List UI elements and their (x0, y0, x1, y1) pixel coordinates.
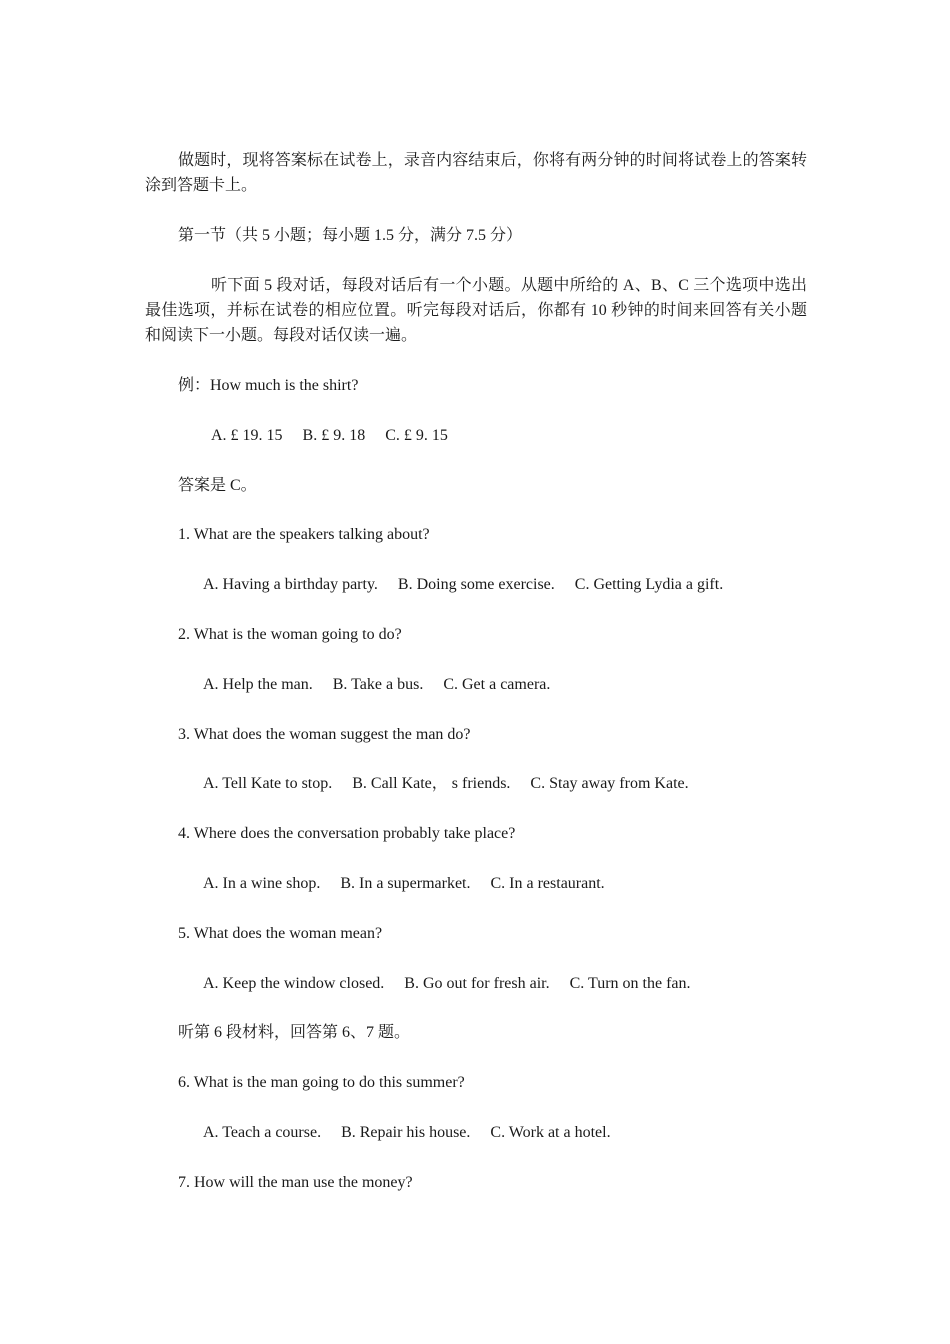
intro-instructions: 做题时，现将答案标在试卷上，录音内容结束后，你将有两分钟的时间将试卷上的答案转涂到答题卡上。 (145, 152, 807, 194)
question-stem: 1. What are the speakers talking about? (178, 526, 430, 543)
question-options: A. Having a birthday party. B. Doing some exercise. C. Getting Lydia a gift. (203, 576, 724, 593)
section-directions: 听下面 5 段对话，每段对话后有一个小题。从题中所给的 A、B、C 三个选项中选出最佳选项，并标在试卷的相应位置。听完每段对话后，你都有 10 秒钟的时间来回答有关小题和阅读下一小题。每段对话仅读一遍。 (145, 277, 807, 344)
example-answer: 答案是 C。 (178, 477, 257, 494)
question-options: A. Help the man. B. Take a bus. C. Get a camera. (203, 676, 551, 693)
question-options: A. In a wine shop. B. In a supermarket. C. In a restaurant. (203, 875, 605, 892)
example-question: 例：How much is the shirt? (178, 377, 359, 394)
question-options: A. Teach a course. B. Repair his house. C. Work at a hotel. (203, 1124, 611, 1141)
question-stem: 6. What is the man going to do this summer? (178, 1074, 465, 1091)
material-heading: 听第 6 段材料，回答第 6、7 题。 (178, 1024, 411, 1041)
question-options: A. Tell Kate to stop. B. Call Kate， s friends. C. Stay away from Kate. (203, 775, 689, 792)
question-stem: 3. What does the woman suggest the man do? (178, 726, 471, 743)
question-stem: 4. Where does the conversation probably take place? (178, 825, 516, 842)
example-options: A. £ 19. 15 B. £ 9. 18 C. £ 9. 15 (211, 427, 448, 444)
question-stem: 5. What does the woman mean? (178, 925, 383, 942)
question-stem: 2. What is the woman going to do? (178, 626, 402, 643)
section-heading: 第一节（共 5 小题；每小题 1.5 分，满分 7.5 分） (178, 227, 523, 244)
question-stem: 7. How will the man use the money? (178, 1174, 413, 1191)
question-options: A. Keep the window closed. B. Go out for fresh air. C. Turn on the fan. (203, 975, 691, 992)
